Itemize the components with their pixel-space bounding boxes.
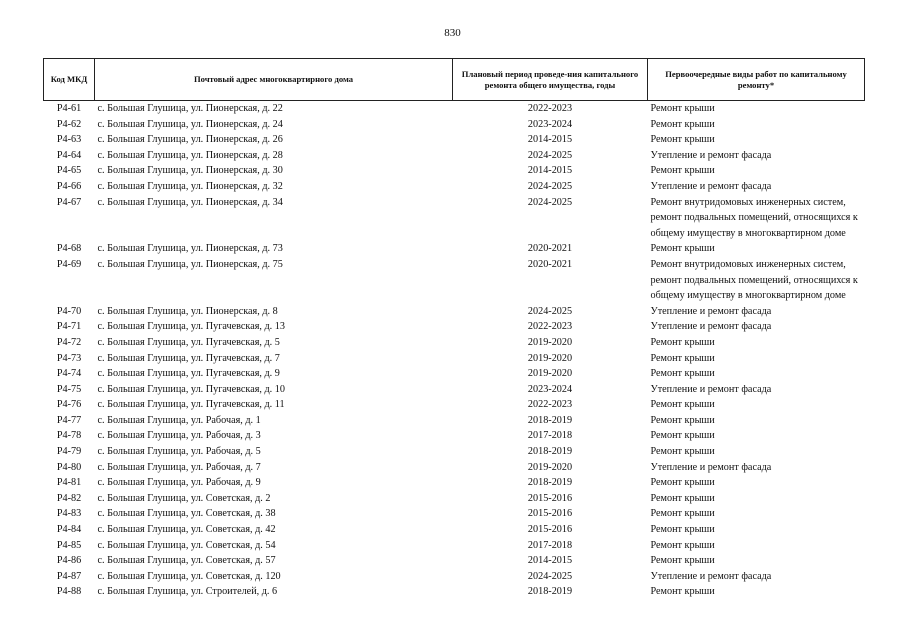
row-works <box>648 584 865 600</box>
row-code: Р4-88 <box>56 586 82 598</box>
row-works-line: Утепление и ремонт фасада <box>650 305 772 317</box>
row-address: с. Большая Глушица, ул. Пионерская, д. 34 <box>97 196 283 208</box>
row-code: Р4-79 <box>56 446 82 458</box>
row-period: 2019-2020 <box>527 368 573 380</box>
table-row <box>44 444 865 460</box>
row-works-line: Ремонт крыши <box>650 103 715 114</box>
row-address: с. Большая Глушица, ул. Советская, д. 120 <box>97 570 281 582</box>
row-address: с. Большая Глушица, ул. Пионерская, д. 28 <box>97 149 283 161</box>
row-works <box>648 553 865 569</box>
row-works-line: Ремонт крыши <box>650 539 715 551</box>
table-row <box>44 460 865 476</box>
row-code: Р4-74 <box>56 368 82 380</box>
capital-repair-table <box>43 58 865 600</box>
row-code: Р4-70 <box>56 305 82 317</box>
table-row <box>44 179 865 195</box>
table-header-row <box>44 59 865 101</box>
row-period: 2019-2020 <box>527 352 573 364</box>
row-works-line: ремонт подвальных помещений, относящихся к <box>650 212 858 224</box>
table-row <box>44 335 865 351</box>
row-period: 2024-2025 <box>527 570 573 582</box>
row-period: 2014-2015 <box>527 165 573 177</box>
row-works <box>648 101 865 117</box>
row-address: с. Большая Глушица, ул. Рабочая, д. 7 <box>97 461 261 473</box>
row-works <box>648 460 865 476</box>
row-address: с. Большая Глушица, ул. Пугачевская, д. 13 <box>97 321 285 333</box>
row-period: 2022-2023 <box>527 321 573 333</box>
table-row <box>44 148 865 164</box>
row-period: 2018-2019 <box>527 446 573 458</box>
row-code: Р4-83 <box>56 508 82 520</box>
row-address: с. Большая Глушица, ул. Пионерская, д. 32 <box>97 180 283 192</box>
row-address: с. Большая Глушица, ул. Рабочая, д. 1 <box>97 414 261 426</box>
row-period: 2024-2025 <box>527 305 573 317</box>
table-row <box>44 101 865 117</box>
row-works <box>648 491 865 507</box>
row-code: Р4-63 <box>56 134 82 146</box>
row-address: с. Большая Глушица, ул. Пионерская, д. 8 <box>97 305 278 317</box>
row-works-line: общему имуществу в многоквартирном доме <box>650 227 846 239</box>
row-code: Р4-86 <box>56 555 82 567</box>
row-works <box>648 428 865 444</box>
table-row <box>44 584 865 600</box>
row-period: 2014-2015 <box>527 134 573 146</box>
row-period: 2023-2024 <box>527 118 573 130</box>
row-code: Р4-87 <box>56 570 82 582</box>
row-code: Р4-67 <box>56 196 82 208</box>
row-period: 2018-2019 <box>527 477 573 489</box>
row-works-line: Ремонт внутридомовых инженерных систем, <box>650 196 846 208</box>
row-works <box>648 179 865 195</box>
table-row <box>44 397 865 413</box>
table-row <box>44 241 865 257</box>
row-address: с. Большая Глушица, ул. Рабочая, д. 5 <box>97 446 261 458</box>
row-works-line: Ремонт крыши <box>650 508 715 520</box>
row-code: Р4-68 <box>56 243 82 255</box>
row-address: с. Большая Глушица, ул. Пионерская, д. 26 <box>97 134 283 146</box>
table-row <box>44 491 865 507</box>
row-address: с. Большая Глушица, ул. Рабочая, д. 3 <box>97 430 261 442</box>
row-works-line: Ремонт крыши <box>650 368 715 380</box>
row-works <box>648 569 865 585</box>
row-works <box>648 413 865 429</box>
row-works <box>648 319 865 335</box>
row-works <box>648 351 865 367</box>
row-works <box>648 117 865 133</box>
row-code: Р4-80 <box>56 461 82 473</box>
row-address: с. Большая Глушица, ул. Пугачевская, д. 7 <box>97 352 280 364</box>
table-row <box>44 366 865 382</box>
row-code: Р4-72 <box>56 336 82 348</box>
row-works-line: Ремонт крыши <box>650 414 715 426</box>
page-number: 830 <box>444 27 461 39</box>
row-works-line: Ремонт внутридомовых инженерных систем, <box>650 258 846 270</box>
row-period: 2020-2021 <box>527 258 573 270</box>
row-code: Р4-69 <box>56 258 82 270</box>
row-works-line: Ремонт крыши <box>650 165 715 177</box>
header-period: Плановый период проведе-ния капитального ремонта общего имущества, годы <box>453 59 648 101</box>
row-works <box>648 304 865 320</box>
row-works-line: Ремонт крыши <box>650 586 715 598</box>
row-works <box>648 522 865 538</box>
table-row <box>44 132 865 148</box>
table-row <box>44 319 865 335</box>
row-works <box>648 163 865 179</box>
row-works-line: Ремонт крыши <box>650 524 715 536</box>
row-works <box>648 241 865 257</box>
row-works-line: Ремонт крыши <box>650 477 715 489</box>
row-code: Р4-84 <box>56 524 82 536</box>
row-address: с. Большая Глушица, ул. Советская, д. 57 <box>97 555 276 567</box>
row-code: Р4-66 <box>56 180 82 192</box>
row-code: Р4-73 <box>56 352 82 364</box>
table-row <box>44 569 865 585</box>
row-code: Р4-65 <box>56 165 82 177</box>
row-period: 2017-2018 <box>527 430 573 442</box>
row-address: с. Большая Глушица, ул. Пионерская, д. 24 <box>97 118 283 130</box>
row-works <box>648 506 865 522</box>
row-works <box>648 382 865 398</box>
row-works-line: Утепление и ремонт фасада <box>650 149 772 161</box>
table-row <box>44 538 865 554</box>
row-period: 2014-2015 <box>527 555 573 567</box>
row-code: Р4-82 <box>56 492 82 504</box>
table-row <box>44 522 865 538</box>
row-works <box>648 538 865 554</box>
row-address: с. Большая Глушица, ул. Советская, д. 2 <box>97 492 271 504</box>
table-row <box>44 506 865 522</box>
table-row <box>44 117 865 133</box>
table-row <box>44 475 865 491</box>
row-period: 2022-2023 <box>527 103 573 114</box>
row-code: Р4-77 <box>56 414 82 426</box>
header-code: Код МКД <box>44 59 95 101</box>
table-row <box>44 195 865 242</box>
row-works-line: Ремонт крыши <box>650 399 715 411</box>
row-period: 2020-2021 <box>527 243 573 255</box>
row-address: с. Большая Глушица, ул. Строителей, д. 6 <box>97 586 278 598</box>
row-works-line: Утепление и ремонт фасада <box>650 180 772 192</box>
row-period: 2019-2020 <box>527 336 573 348</box>
row-works-line: Ремонт крыши <box>650 243 715 255</box>
row-works <box>648 132 865 148</box>
row-works-line: Ремонт крыши <box>650 352 715 364</box>
row-works-line: ремонт подвальных помещений, относящихся к <box>650 274 858 286</box>
row-works <box>648 397 865 413</box>
header-works: Первоочередные виды работ по капитальному ремонту* <box>648 59 865 101</box>
row-address: с. Большая Глушица, ул. Советская, д. 54 <box>97 539 276 551</box>
row-code: Р4-85 <box>56 539 82 551</box>
row-address: с. Большая Глушица, ул. Пугачевская, д. 5 <box>97 336 280 348</box>
row-code: Р4-62 <box>56 118 82 130</box>
row-address: с. Большая Глушица, ул. Пионерская, д. 75 <box>97 258 283 270</box>
table-row <box>44 163 865 179</box>
row-works-line: Утепление и ремонт фасада <box>650 461 772 473</box>
row-period: 2019-2020 <box>527 461 573 473</box>
row-works-line: Ремонт крыши <box>650 134 715 146</box>
row-works <box>648 257 865 304</box>
row-works-line: Ремонт крыши <box>650 492 715 504</box>
table-row <box>44 382 865 398</box>
row-code: Р4-71 <box>56 321 82 333</box>
row-address: с. Большая Глушица, ул. Пионерская, д. 30 <box>97 165 283 177</box>
row-address: с. Большая Глушица, ул. Пугачевская, д. 9 <box>97 368 280 380</box>
row-period: 2024-2025 <box>527 196 573 208</box>
row-works-line: Ремонт крыши <box>650 446 715 458</box>
row-code: Р4-64 <box>56 149 82 161</box>
row-works-line: общему имуществу в многоквартирном доме <box>650 290 846 302</box>
row-works-line: Утепление и ремонт фасада <box>650 383 772 395</box>
row-period: 2015-2016 <box>527 492 573 504</box>
row-period: 2018-2019 <box>527 586 573 598</box>
row-works <box>648 335 865 351</box>
row-works-line: Ремонт крыши <box>650 555 715 567</box>
row-period: 2015-2016 <box>527 508 573 520</box>
row-works-line: Ремонт крыши <box>650 430 715 442</box>
table-body <box>44 101 865 601</box>
table-row <box>44 257 865 304</box>
row-works <box>648 148 865 164</box>
row-address: с. Большая Глушица, ул. Советская, д. 38 <box>97 508 276 520</box>
row-address: с. Большая Глушица, ул. Советская, д. 42 <box>97 524 276 536</box>
row-address: с. Большая Глушица, ул. Пугачевская, д. 10 <box>97 383 285 395</box>
table-row <box>44 553 865 569</box>
row-works <box>648 366 865 382</box>
row-address: с. Большая Глушица, ул. Пионерская, д. 22 <box>97 103 283 114</box>
row-period: 2023-2024 <box>527 383 573 395</box>
row-works-line: Утепление и ремонт фасада <box>650 570 772 582</box>
table-row <box>44 413 865 429</box>
row-period: 2022-2023 <box>527 399 573 411</box>
row-works-line: Ремонт крыши <box>650 336 715 348</box>
row-period: 2017-2018 <box>527 539 573 551</box>
row-works <box>648 195 865 242</box>
row-period: 2015-2016 <box>527 524 573 536</box>
row-works <box>648 444 865 460</box>
row-code: Р4-75 <box>56 383 82 395</box>
row-code: Р4-81 <box>56 477 82 489</box>
row-address: с. Большая Глушица, ул. Пионерская, д. 73 <box>97 243 283 255</box>
row-works-line: Ремонт крыши <box>650 118 715 130</box>
row-period: 2018-2019 <box>527 414 573 426</box>
row-works-line: Утепление и ремонт фасада <box>650 321 772 333</box>
table-row <box>44 428 865 444</box>
row-works <box>648 475 865 491</box>
row-period: 2024-2025 <box>527 149 573 161</box>
row-code: Р4-76 <box>56 399 82 411</box>
table-row <box>44 351 865 367</box>
header-address: Почтовый адрес многоквартирного дома <box>95 59 453 101</box>
table-row <box>44 304 865 320</box>
row-period: 2024-2025 <box>527 180 573 192</box>
row-code: Р4-61 <box>56 103 82 114</box>
row-code: Р4-78 <box>56 430 82 442</box>
row-address: с. Большая Глушица, ул. Рабочая, д. 9 <box>97 477 261 489</box>
row-address: с. Большая Глушица, ул. Пугачевская, д. 11 <box>97 399 285 411</box>
